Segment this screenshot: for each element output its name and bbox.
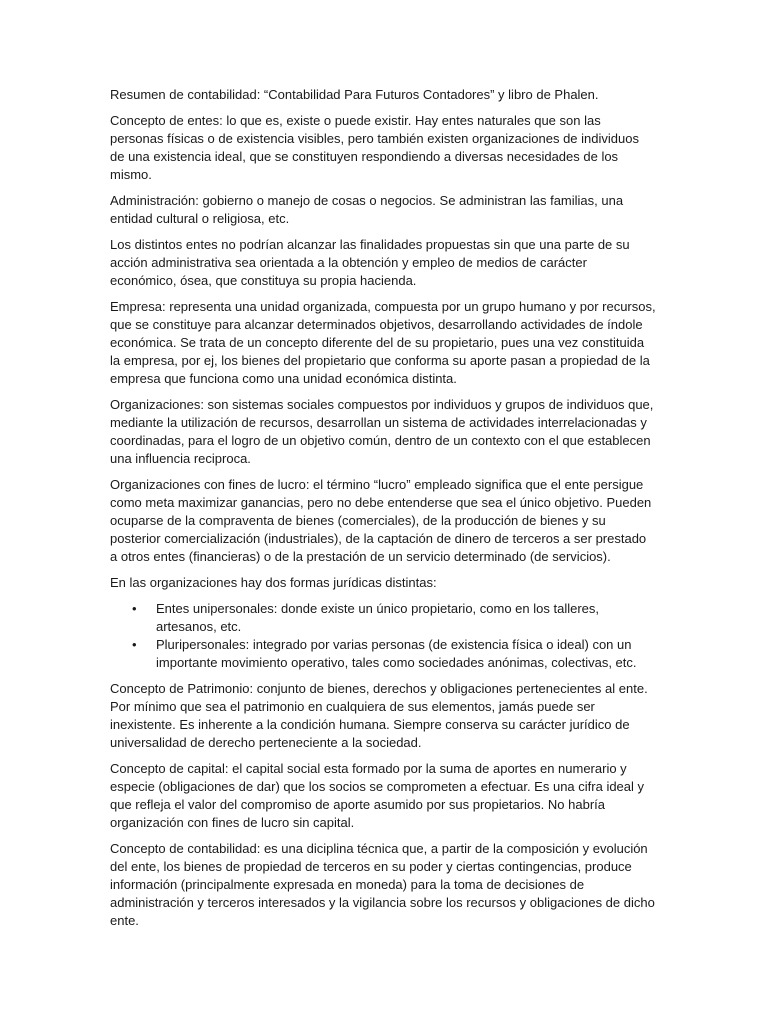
- paragraph-empresa: Empresa: representa una unidad organizada, compuesta por un grupo humano y por recursos, que se constituye para alcanzar determinados objetivos, desarrollando actividades de índole económica. Se trata de un concepto diferente del de su propietario, pues una vez constituida la empresa, por ej, los bienes del propietario que conforma su aporte pasan a propiedad de la empresa que funciona como una unidad económica distinta.: [110, 299, 656, 386]
- bullet-icon: •: [132, 637, 137, 652]
- paragraph-administracion: Administración: gobierno o manejo de cosas o negocios. Se administran las familias, una entidad cultural o religiosa, etc.: [110, 193, 624, 226]
- paragraph-formas-juridicas: En las organizaciones hay dos formas jurídicas distintas:: [110, 575, 437, 590]
- paragraph-hacienda: Los distintos entes no podrían alcanzar las finalidades propuestas sin que una parte de su acción administrativa sea orientada a la obtención y empleo de medios de carácter económico, ósea, que constituya su propia hacienda.: [110, 237, 630, 288]
- list-item: [132, 600, 656, 636]
- paragraph-organizaciones: Organizaciones: son sistemas sociales compuestos por individuos y grupos de individuos que, mediante la utilización de recursos, desarrollan un sistema de actividades interrelacionadas y coordinadas, para el logro de un objetivo común, dentro de un contexto con el que establecen una influencia reciproca.: [110, 397, 654, 466]
- list-item-text: Entes unipersonales: donde existe un único propietario, como en los talleres, artesanos, etc.: [156, 601, 599, 634]
- bullet-icon: •: [132, 601, 137, 616]
- paragraph-capital: Concepto de capital: el capital social esta formado por la suma de aportes en numerario y especie (obligaciones de dar) que los socios se comprometen a efectuar. Es una cifra ideal y que refleja el valor del compromiso de aporte asumido por sus propietarios. No habría organización con fines de lucro sin capital.: [110, 761, 645, 830]
- paragraph-concepto-de-entes: Concepto de entes: lo que es, existe o puede existir. Hay entes naturales que son las personas físicas o de existencia visibles, pero también existen organizaciones de individuos de una existencia ideal, que se constituyen respondiendo a diversas necesidades de los mismo.: [110, 113, 639, 182]
- paragraph-patrimonio: Concepto de Patrimonio: conjunto de bienes, derechos y obligaciones pertenecientes al ente. Por mínimo que sea el patrimonio en cualquiera de sus elementos, jamás puede ser inexistente. Es inherente a la condición humana. Siempre conserva su carácter jurídico de universalidad de derecho perteneciente a la sociedad.: [110, 681, 648, 750]
- bullet-list: [110, 600, 656, 672]
- paragraph-fines-de-lucro: Organizaciones con fines de lucro: el término “lucro” empleado significa que el ente persigue como meta maximizar ganancias, pero no debe entenderse que sea el único objetivo. Pueden ocuparse de la compraventa de bienes (comerciales), de la producción de bienes y su posterior comercialización (industriales), de la captación de dinero de terceros a ser prestado a otros entes (financieras) o de la prestación de un servicio determinado (de servicios).: [110, 477, 652, 564]
- list-item: [132, 636, 656, 672]
- document-title: Resumen de contabilidad: “Contabilidad Para Futuros Contadores” y libro de Phalen.: [110, 87, 599, 102]
- document-page: [110, 86, 656, 938]
- list-item-text: Pluripersonales: integrado por varias personas (de existencia física o ideal) con un importante movimiento operativo, tales como sociedades anónimas, colectivas, etc.: [156, 637, 637, 670]
- paragraph-contabilidad: Concepto de contabilidad: es una diciplina técnica que, a partir de la composición y evolución del ente, los bienes de propiedad de terceros en su poder y ciertas contingencias, produce información (principalmente expresada en moneda) para la toma de decisiones de administración y terceros interesados y la vigilancia sobre los recursos y obligaciones de dicho ente.: [110, 841, 655, 928]
